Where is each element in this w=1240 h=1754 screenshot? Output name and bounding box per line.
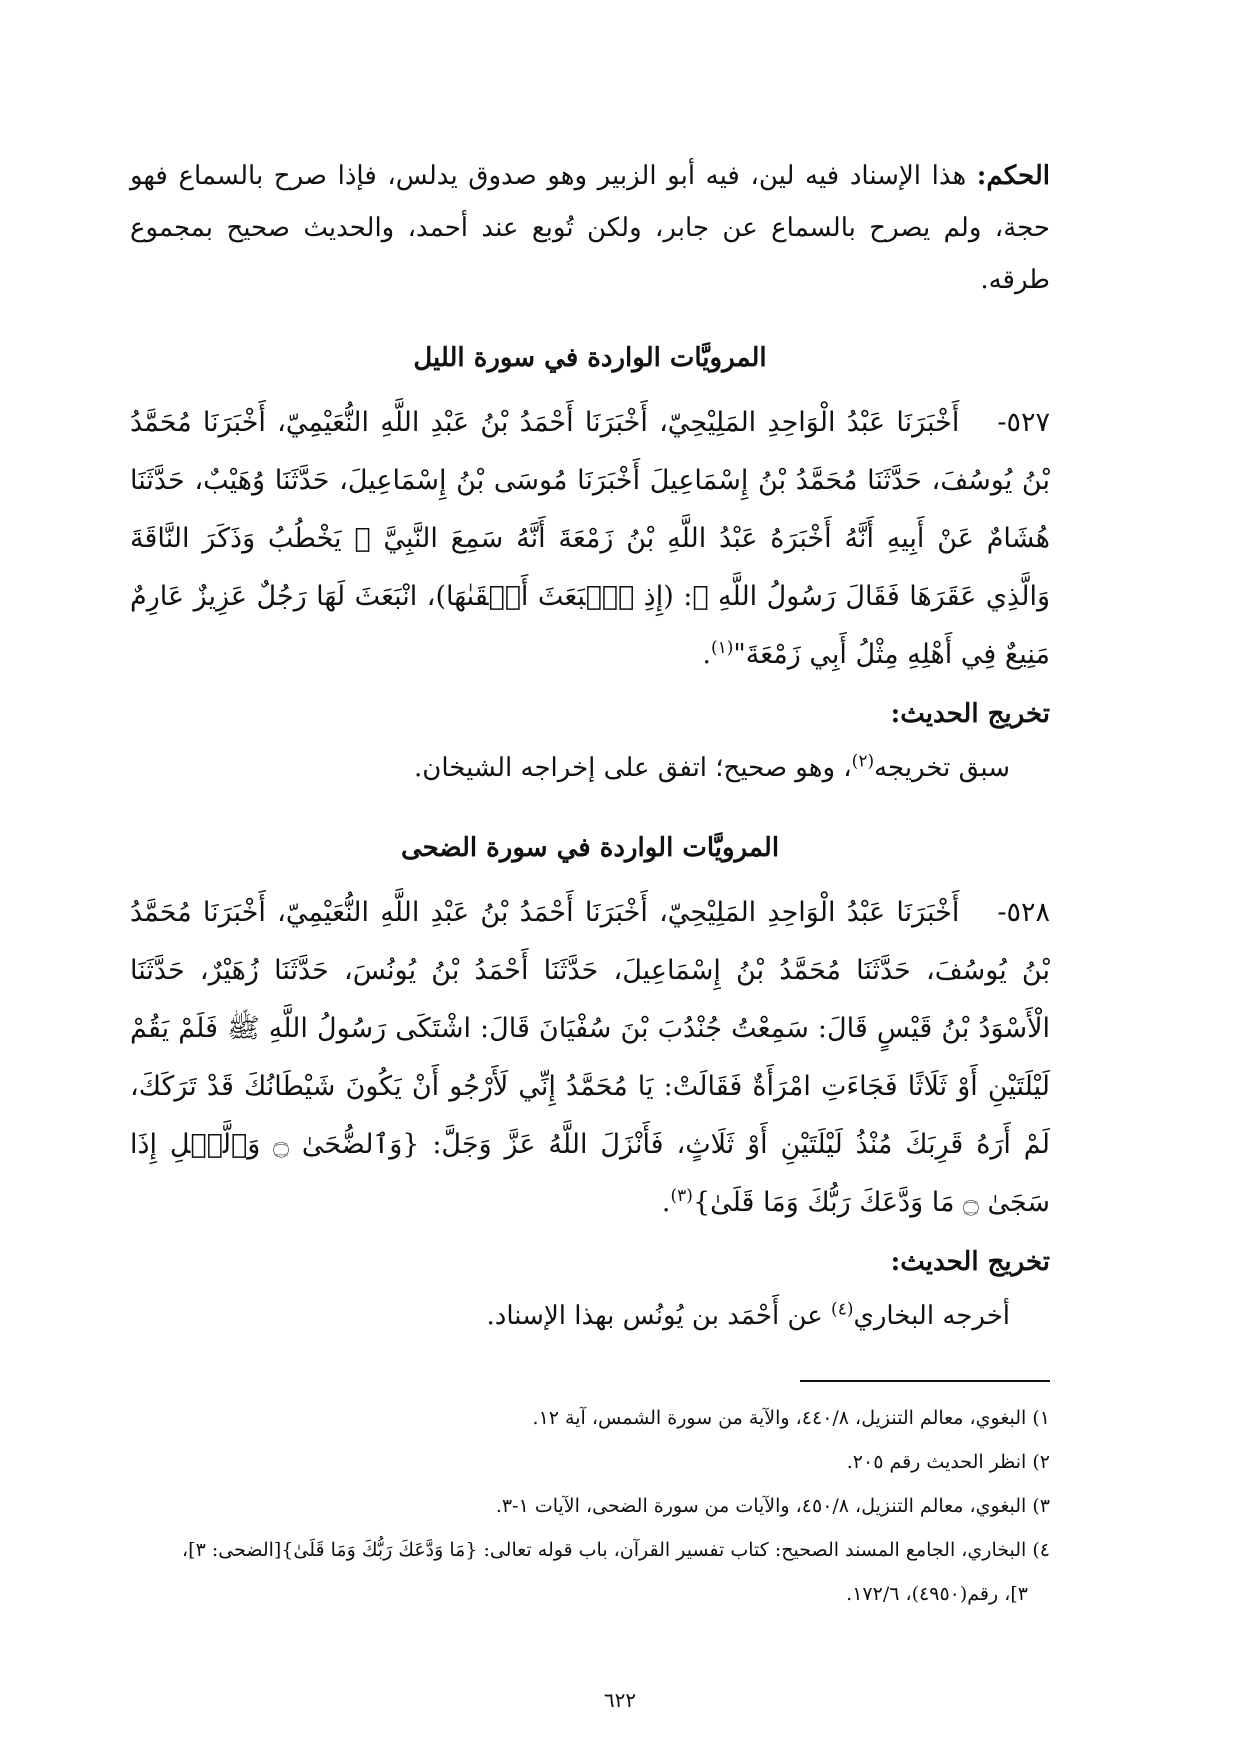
takhrij-text — [130, 740, 1050, 796]
takhrij-text-a: أخرجه البخاري — [853, 1301, 1010, 1331]
footnote-2: ٢) انظر الحديث رقم ٢٠٥. — [846, 1451, 1050, 1473]
takhrij-text-b: عن أَحْمَد بن يُونُس بهذا الإسناد. — [486, 1301, 832, 1331]
page-number: ٦٢٢ — [603, 1688, 637, 1712]
hadith-528 — [130, 884, 1050, 1232]
footnote-ref-1[interactable]: (١) — [710, 638, 734, 658]
hadith-number: ٥٢٧- — [997, 407, 1050, 438]
takhrij-heading: تخريج الحديث: — [890, 1247, 1050, 1277]
hadith-527 — [130, 394, 1050, 684]
hadith-text: أَخْبَرَنَا عَبْدُ الْوَاحِدِ المَلِيْحِيّ، أَخْبَرَنَا أَحْمَدُ بْنُ عَبْدِ اللَّهِ النُّعَيْمِيّ، أَخْبَرَنَا مُحَمَّدُ بْنُ يُوسُفَ، حَدَّثَنَا مُحَمَّدُ بْنُ إِسْمَاعِيلَ أَخْبَرَنَا مُوسَى بْنُ إِسْمَاعِيلَ، حَدَّثَنَا وُهَيْبٌ، حَدَّثَنَا هُشَامٌ عَنْ أَبِيهِ أَنَّهُ أَخْبَرَهُ عَبْدُ اللَّهِ بْنُ زَمْعَةَ أَنَّهُ سَمِعَ النَّبِيَّ ﷺ يَخْطُبُ وَذَكَرَ النَّاقَةَ وَالَّذِي عَقَرَهَا فَقَالَ رَسُولُ اللَّهِ ﷺ: (إِذِ ٱنۢبَعَثَ أَشۡقَىٰهَا)، انْبَعَثَ لَهَا رَجُلٌ عَزِيزٌ عَارِمٌ مَنِيعٌ فِي أَهْلِهِ مِثْلُ أَبِي زَمْعَةَ" — [130, 407, 1050, 670]
footnote-4: ٤) البخاري، الجامع المسند الصحيح: كتاب تفسير القرآن، باب قوله تعالى: {مَا وَدَّعَكَ رَبُّكَ وَمَا قَلَىٰ}[الضحى: ٣]، — [182, 1539, 1050, 1561]
footnote-ref-3[interactable]: (٣) — [670, 1186, 693, 1206]
hadith-text-end: . — [661, 1187, 671, 1218]
footnote-separator — [800, 1380, 1050, 1382]
ruling-text: هذا الإسناد فيه لين، فيه أبو الزبير وهو صدوق يدلس، فإذا صرح بالسماع فهو حجة، ولم يصرح بالسماع عن جابر، ولكن تُوبع عند أحمد، والحديث صحيح بمجموع طرقه. — [130, 161, 1050, 295]
takhrij-text — [130, 1288, 1050, 1344]
footnote-1: ١) البغوي، معالم التنزيل، ٤٤٠/٨، والآية من سورة الشمس، آية ١٢. — [532, 1407, 1050, 1429]
hadith-text: أَخْبَرَنَا عَبْدُ الْوَاحِدِ المَلِيْحِيّ، أَخْبَرَنَا أَحْمَدُ بْنُ عَبْدِ اللَّهِ النُّعَيْمِيّ، أَخْبَرَنَا مُحَمَّدُ بْنُ يُوسُفَ، حَدَّثَنَا مُحَمَّدُ بْنُ إِسْمَاعِيلَ، حَدَّثَنَا أَحْمَدُ بْنُ يُونُسَ، حَدَّثَنَا زُهَيْرٌ، حَدَّثَنَا الْأَسْوَدُ بْنُ قَيْسٍ قَالَ: سَمِعْتُ جُنْدُبَ بْنَ سُفْيَانَ قَالَ: اشْتَكَى رَسُولُ اللَّهِ ﷺ فَلَمْ يَقُمْ لَيْلَتَيْنِ أَوْ ثَلَاثًا فَجَاءَتِ امْرَأَةٌ فَقَالَتْ: يَا مُحَمَّدُ إِنِّي لَأَرْجُو أَنْ يَكُونَ شَيْطَانُكَ قَدْ تَرَكَكَ، لَمْ أَرَهُ قَرِبَكَ مُنْذُ لَيْلَتَيْنِ أَوْ ثَلَاثٍ، فَأَنْزَلَ اللَّهُ عَزَّ وَجَلَّ: {وَٱلضُّحَىٰ ۝ وَٱلَّيۡلِ إِذَا سَجَىٰ ۝ مَا وَدَّعَكَ رَبُّكَ وَمَا قَلَىٰ} — [130, 897, 1050, 1218]
section-heading-ad-duha: المرويَّات الواردة في سورة الضحى — [400, 833, 780, 863]
footnote-4-continuation: ٣]، رقم(٤٩٥٠)، ١٧٢/٦. — [846, 1583, 1028, 1605]
section-heading-al-layl: المرويَّات الواردة في سورة الليل — [413, 343, 767, 373]
ruling-label: الحكم: — [976, 161, 1050, 191]
page-body — [130, 150, 1050, 1616]
takhrij-text-a: سبق تخريجه — [874, 753, 1010, 783]
footnote-ref-4[interactable]: (٤) — [831, 1299, 854, 1320]
takhrij-heading: تخريج الحديث: — [890, 699, 1050, 729]
ruling-paragraph — [130, 150, 1050, 306]
hadith-text-end: . — [702, 639, 711, 670]
takhrij-text-b: ، وهو صحيح؛ اتفق على إخراجه الشيخان. — [414, 753, 852, 783]
footnote-ref-2[interactable]: (٢) — [851, 751, 875, 772]
hadith-number: ٥٢٨- — [997, 897, 1050, 928]
footnote-3: ٣) البغوي، معالم التنزيل، ٤٥٠/٨، والآيات من سورة الضحى، الآيات ١-٣. — [495, 1495, 1050, 1517]
